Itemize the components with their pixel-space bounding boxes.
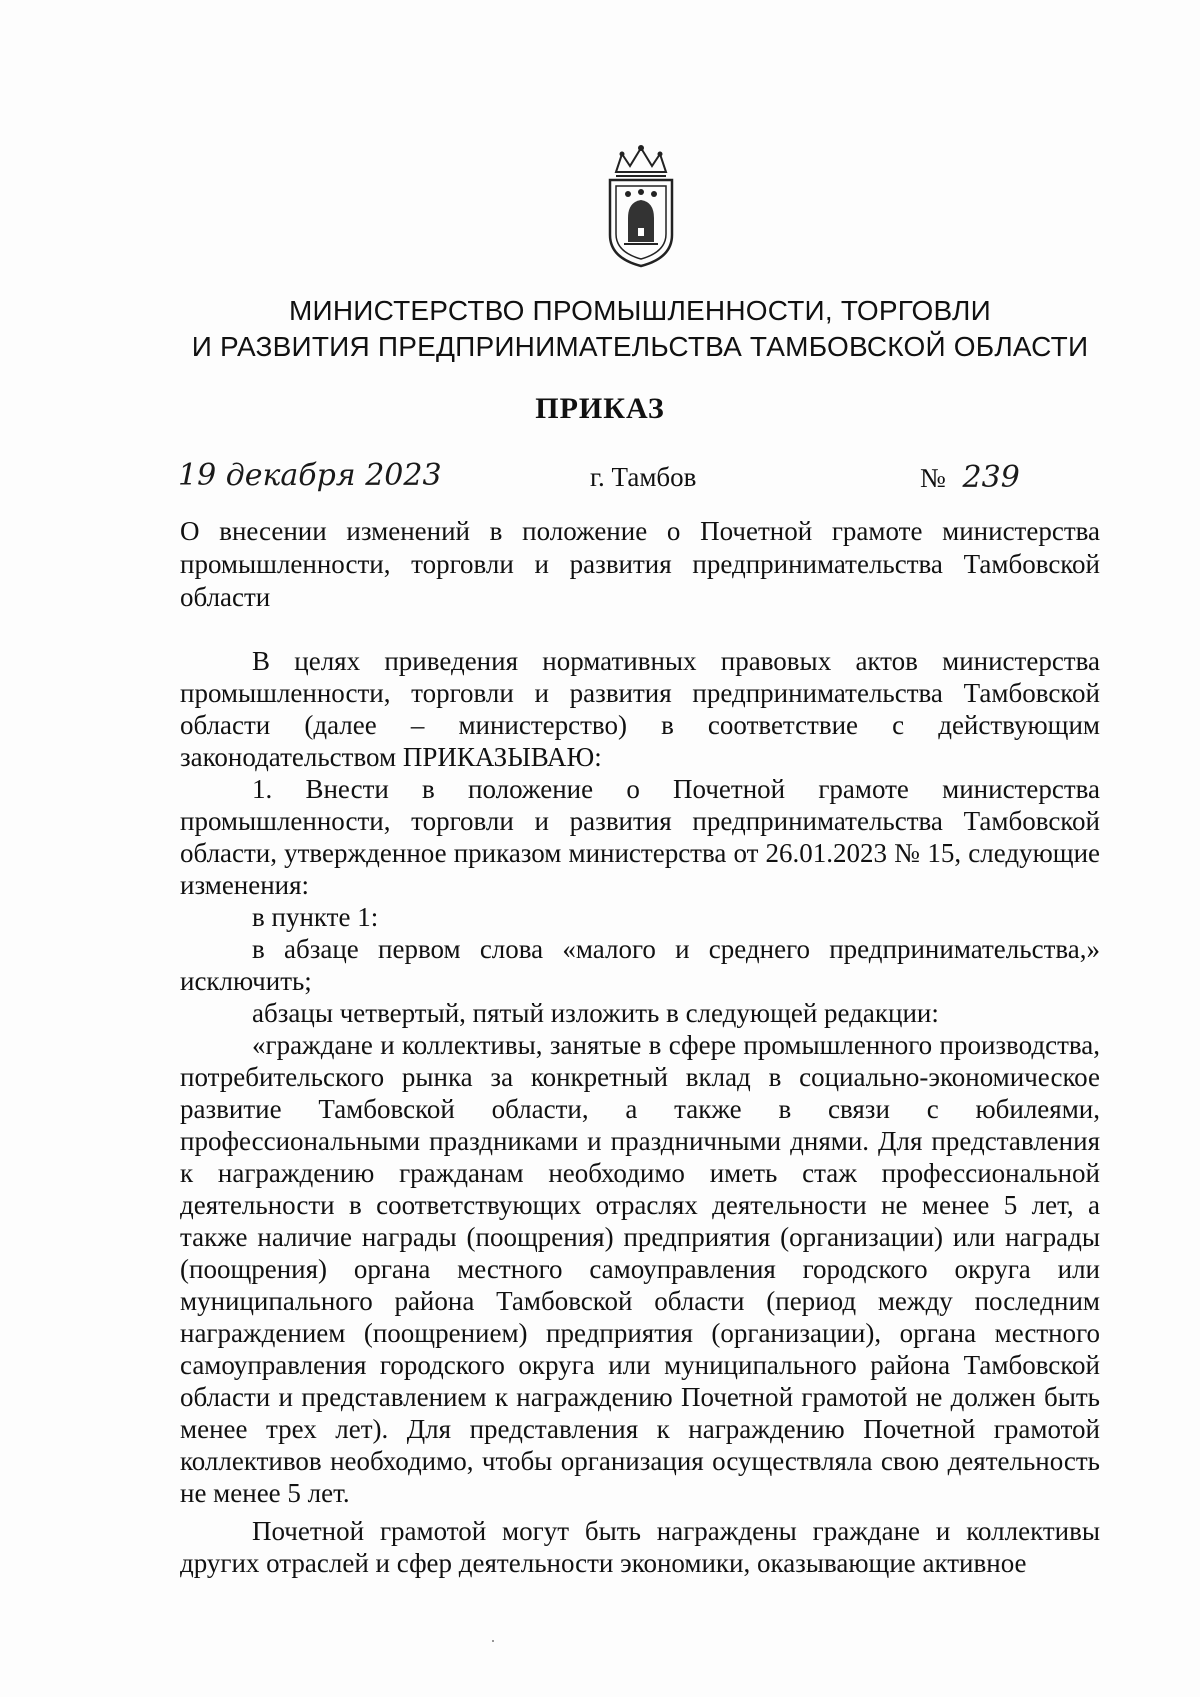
city: г. Тамбов <box>590 462 697 492</box>
coat-of-arms-icon <box>596 140 686 270</box>
order-number <box>920 460 1020 495</box>
order-date: 19 декабря 2023 <box>178 458 442 493</box>
paragraph: «граждане и коллективы, занятые в сфере промышленного производства, потребительского рынка за конкретный вклад в социально-экономическое развитие Тамбовской области, а также в связи с юбилеями, профессиональными праздниками и праздничными днями. Для представления к награждению гражданам необходимо иметь стаж профессиональной деятельности в соответствующих отраслях деятельности не менее 5 лет, а также наличие награды (поощрения) предприятия (организации) или награды (поощрения) органа местного самоуправления городского округа или муниципального района Тамбовской области (период между последним награждением (поощрением) предприятия (организации), органа местного самоуправления городского округа или муниципального района Тамбовской области и представлением к награждению Почетной грамотой не должен быть менее трех лет). Для представления к награждению Почетной грамотой коллективов необходимо, чтобы организация осуществляла свою деятельность не менее 5 лет. <box>180 1030 1100 1508</box>
number-label: № <box>920 463 946 493</box>
ministry-name <box>180 293 1100 365</box>
order-subject: О внесении изменений в положение о Почетной грамоте министерства промышленности, торговли и развития предпринимательства Тамбовской области <box>180 516 1100 612</box>
paragraph: В целях приведения нормативных правовых актов министерства промышленности, торговли и развития предпринимательства Тамбовской области (далее – министерство) в соответствие с действующим законодательством ПРИКАЗЫВАЮ: <box>180 646 1100 772</box>
scan-speck <box>492 1640 494 1642</box>
paragraph: 1. Внести в положение о Почетной грамоте министерства промышленности, торговли и развития предпринимательства Тамбовской области, утвержденное приказом министерства от 26.01.2023 № 15, следующие изменения: <box>180 774 1100 900</box>
ministry-name-line1: МИНИСТЕРСТВО ПРОМЫШЛЕННОСТИ, ТОРГОВЛИ <box>289 295 991 326</box>
ministry-name-line2: И РАЗВИТИЯ ПРЕДПРИНИМАТЕЛЬСТВА ТАМБОВСКОЙ ОБЛАСТИ <box>191 331 1089 362</box>
paragraph: абзацы четвертый, пятый изложить в следующей редакции: <box>252 998 939 1028</box>
paragraph: Почетной грамотой могут быть награждены граждане и коллективы других отраслей и сфер деятельности экономики, оказывающие активное <box>180 1516 1100 1578</box>
number-value: 239 <box>962 460 1020 495</box>
paragraph: в абзаце первом слова «малого и среднего предпринимательства,» исключить; <box>180 934 1100 996</box>
paragraph: в пункте 1: <box>252 902 379 932</box>
order-body <box>180 645 1100 1579</box>
document-type: ПРИКАЗ <box>535 392 665 425</box>
